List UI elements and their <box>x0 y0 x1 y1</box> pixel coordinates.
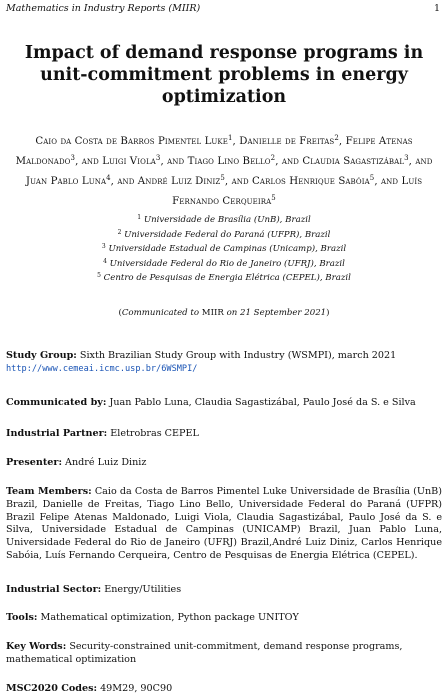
team-members-text: Caio da Costa de Barros Pimentel Luke Universidade de Brasília (UnB) Brazil, Danielle de Freitas, Tiago Lino Bello, Universidade Federal do Paraná (UFPR) Brazil Felipe Atenas Maldonado, Luigi Viola, Claudia Sagastizábal, Paulo José da S. e Silva, Universidade Estadual de Campinas (UNICAMP) Brazil, Juan Pablo Luna, Universidade Federal do Rio de Janeiro (UFRJ) Brazil,André Luiz Diniz, Carlos Henrique Sabóia, Luís Fernando Cerqueira, Centro de Pesquisas de Energia Elétrica (CEPEL). <box>6 486 442 561</box>
affiliation-item <box>10 270 438 285</box>
msc-codes-label: MSC2020 Codes: <box>6 683 98 694</box>
presenter-text: André Luiz Diniz <box>65 457 147 468</box>
author-affiliation-mark: 2 <box>270 154 276 162</box>
affiliation-text: Universidade Estadual de Campinas (Unicamp), Brazil <box>108 244 347 254</box>
paper-title: Impact of demand response programs in unit-commitment problems in energy optimization <box>24 43 424 107</box>
communicated-by-label: Communicated by: <box>6 397 107 408</box>
affiliation-text: Universidade Federal do Rio de Janeiro (UFRJ), Brazil <box>109 258 345 269</box>
study-group-label: Study Group: <box>6 350 77 361</box>
study-group-link[interactable]: http://www.cemeai.icmc.usp.br/6WSMPI/ <box>6 363 198 374</box>
communicated-date: 21 September 2021 <box>240 308 327 318</box>
affiliation-item <box>10 227 438 242</box>
author-list: Caio da Costa de Barros Pimentel Luke$^1$, Danielle de Freitas$^2$, Felipe Atenas Maldonado$^3$, and Luigi Viola$^3$, and Tiago Lino Bello$^2$, and Claudia Sagastizábal$^3$, and Juan Pablo Luna$^4$, and André Luiz Diniz$^5$, and Carlos Henrique Sabóia$^5$, and Luís Fernando Cerqueira$^5$ <box>15 134 433 207</box>
author-affiliation-mark: 2 <box>334 134 339 142</box>
author-affiliation-mark: 1 <box>227 134 233 142</box>
communicated-journal: MIIR <box>201 308 224 318</box>
affiliation-number: 1 <box>137 214 142 221</box>
affiliation-number: 5 <box>97 272 101 279</box>
author-name: Juan Pablo Luna <box>25 176 107 187</box>
key-words-section <box>6 641 442 667</box>
team-members-label: Team Members: <box>6 486 92 497</box>
author-affiliation-mark: 4 <box>106 174 111 182</box>
study-group-text: Sixth Brazilian Study Group with Industry (WSMPI), march 2021 <box>79 350 397 361</box>
author-name: Felipe Atenas Maldonado <box>15 136 413 167</box>
author-affiliation-mark: 5 <box>271 194 276 202</box>
affiliation-number: 3 <box>101 243 106 250</box>
affiliation-item <box>10 241 438 256</box>
industrial-sector-text: Energy/Utilities <box>104 584 182 595</box>
author-affiliation-mark: 3 <box>404 154 409 162</box>
affiliation-number: 2 <box>117 228 122 236</box>
author-name: Danielle de Freitas <box>239 136 335 147</box>
running-head <box>6 2 440 16</box>
industrial-sector-label: Industrial Sector: <box>6 584 102 595</box>
author-name: Luigi Viola <box>102 156 156 167</box>
affiliation-item <box>10 212 438 227</box>
affiliation-item <box>10 256 438 271</box>
tools-section <box>6 612 442 625</box>
journal-name: Mathematics in Industry Reports (MIIR) <box>6 3 201 14</box>
author-name: André Luiz Diniz <box>137 176 221 187</box>
msc-codes-section <box>6 683 442 696</box>
communicated-by-text: Juan Pablo Luna, Claudia Sagastizábal, Paulo José da S. e Silva <box>109 397 416 408</box>
msc-codes-text: 49M29, 90C90 <box>100 683 173 694</box>
author-name: Claudia Sagastizábal <box>302 156 405 167</box>
author-name: Luís Fernando Cerqueira <box>172 176 423 207</box>
communicated-by-section <box>6 397 442 410</box>
affiliation-text: Centro de Pesquisas de Energia Elétrica (CEPEL), Brazil <box>103 273 351 283</box>
tools-label: Tools: <box>6 612 38 623</box>
page-number: 1 <box>433 3 440 14</box>
communication-note: (Communicated to MIIR on 21 September 2021) <box>118 308 330 318</box>
author-name: Tiago Lino Bello <box>187 156 271 167</box>
team-members-section <box>6 486 442 563</box>
author-affiliation-mark: 3 <box>155 154 161 162</box>
author-affiliation-mark: 5 <box>220 174 225 182</box>
industrial-partner-section <box>6 428 442 441</box>
tools-text: Mathematical optimization, Python package UNITOY <box>40 612 299 623</box>
key-words-text: Security-constrained unit-commitment, demand response programs, mathematical optimization <box>6 641 403 665</box>
author-affiliation-mark: 3 <box>70 154 76 162</box>
industrial-partner-text: Eletrobras CEPEL <box>110 428 199 439</box>
author-name: Caio da Costa de Barros Pimentel Luke <box>35 136 228 147</box>
author-name: Carlos Henrique Sabóia <box>252 176 370 187</box>
presenter-section <box>6 457 442 470</box>
presenter-label: Presenter: <box>6 457 62 468</box>
study-group-section <box>6 350 442 376</box>
affiliation-text: Universidade Federal do Paraná (UFPR), Brazil <box>124 229 331 240</box>
industrial-sector-section <box>6 584 442 597</box>
author-affiliation-mark: 5 <box>369 174 375 182</box>
affiliation-text: Universidade de Brasília (UnB), Brazil <box>143 215 311 225</box>
affiliation-number: 4 <box>103 257 107 265</box>
industrial-partner-label: Industrial Partner: <box>6 428 108 439</box>
affiliation-list <box>10 212 438 285</box>
communicated-to-label: Communicated to <box>121 308 200 318</box>
key-words-label: Key Words: <box>6 641 67 652</box>
